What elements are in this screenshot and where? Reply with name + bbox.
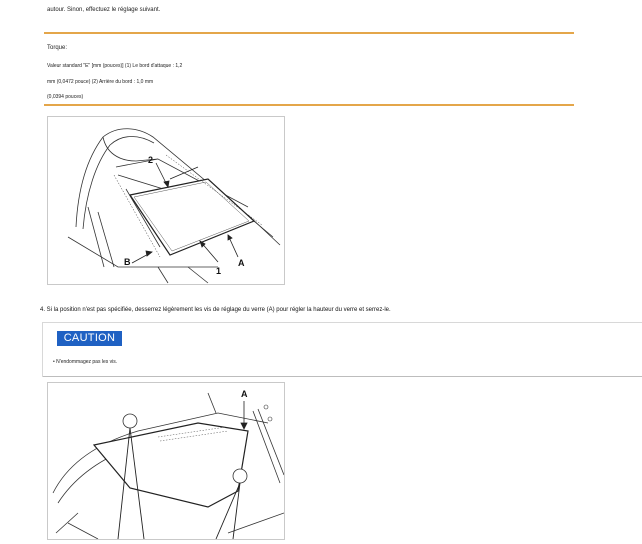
torque-spec-line: mm (0,0472 pouce) (2) Arrière du bord : 1,0 mm xyxy=(47,79,154,85)
torque-spec-line: (0,0394 pouces) xyxy=(47,94,84,100)
caution-text: • N'endommagez pas les vis. xyxy=(53,359,118,365)
sunroof-glass-illustration xyxy=(48,117,284,284)
sunroof-screws-illustration xyxy=(48,383,284,539)
section-divider xyxy=(44,32,574,34)
intro-text: autour. Sinon, effectuez le réglage suivant. xyxy=(47,7,161,13)
callout-2: 2 xyxy=(148,155,154,165)
callout-a: A xyxy=(238,258,245,268)
caution-badge: CAUTION xyxy=(57,331,122,346)
step-4-instruction: 4. Si la position n'est pas spécifiée, desserrez légèrement les vis de réglage du verre (A) pour régler la hauteur du verre et serrez-le. xyxy=(40,307,391,313)
callout-a: A xyxy=(241,389,248,399)
adjusting-screws-diagram xyxy=(47,382,285,540)
section-divider xyxy=(44,104,574,106)
callout-1: 1 xyxy=(216,266,222,276)
torque-label: Torque: xyxy=(47,45,68,51)
sunroof-glass-diagram xyxy=(47,116,285,285)
caution-divider xyxy=(43,376,642,377)
torque-spec-line: Valeur standard "E" [mm (pouces)] (1) Le bord d'attaque : 1,2 xyxy=(47,63,183,69)
callout-b: B xyxy=(124,257,131,267)
caution-box xyxy=(42,322,642,377)
